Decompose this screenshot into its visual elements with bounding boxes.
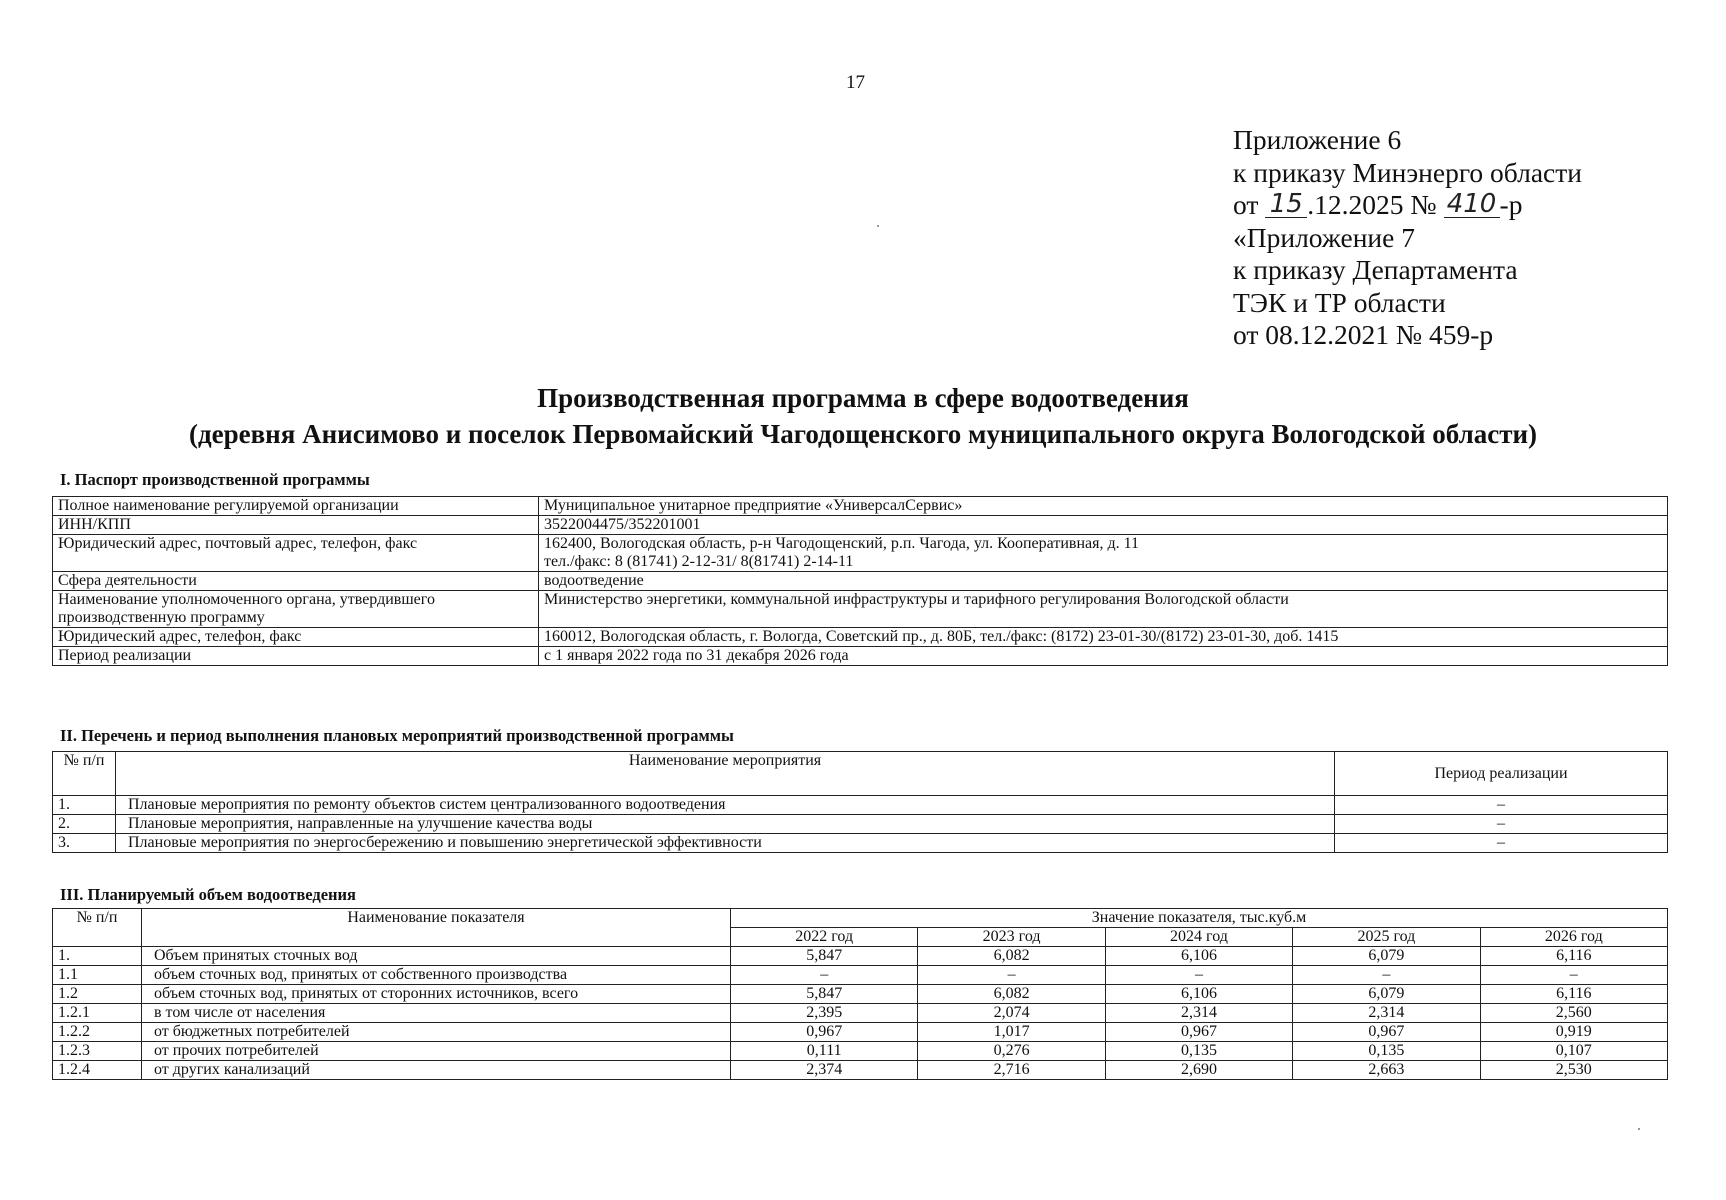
volume-num: 1.2.3 (53, 1042, 142, 1061)
volume-value: – (918, 966, 1105, 985)
volume-indicator: объем сточных вод, принятых от собственного производства (142, 966, 731, 985)
passport-value: водоотведение (544, 572, 644, 589)
passport-row (53, 591, 1668, 628)
scan-speck (1638, 1128, 1640, 1130)
scan-speck (877, 225, 879, 227)
appendix-date-middle: .12.2025 № (1307, 189, 1437, 220)
handwritten-order-number: 410 (1444, 191, 1500, 218)
column-header-values: Значение показателя, тыс.куб.м (731, 909, 1668, 928)
volume-value: 0,967 (1105, 1023, 1292, 1042)
volume-value: 2,314 (1293, 1004, 1480, 1023)
volume-value: 5,847 (731, 985, 918, 1004)
appendix-line: от 08.12.2021 № 459-р (1233, 319, 1494, 350)
volume-value: 0,135 (1105, 1042, 1292, 1061)
passport-label: Сфера деятельности (53, 572, 539, 591)
volume-indicator: в том числе от населения (142, 1004, 731, 1023)
volume-value: 2,716 (918, 1061, 1105, 1080)
passport-value-cell (539, 516, 1668, 535)
passport-value: 160012, Вологодская область, г. Вологда, Советский пр., д. 80Б, тел./факс: (8172) 23-01-30/(8172) 23-01-30, доб. 1415 (544, 628, 1339, 645)
measures-table (52, 751, 1668, 853)
volume-row (53, 1042, 1668, 1061)
passport-label: ИНН/КПП (53, 516, 539, 535)
passport-value-cell (539, 591, 1668, 628)
appendix-suffix: -р (1499, 189, 1523, 220)
passport-value: Муниципальное унитарное предприятие «УниверсалСервис» (544, 497, 963, 514)
volume-value: 0,919 (1480, 1023, 1667, 1042)
passport-value-cell (539, 535, 1668, 572)
passport-label: Наименование уполномоченного органа, утвердившего производственную программу (53, 591, 539, 628)
passport-row (53, 497, 1668, 516)
volume-value: 2,560 (1480, 1004, 1667, 1023)
volume-value: 0,276 (918, 1042, 1105, 1061)
measure-num: 1. (53, 796, 116, 815)
measure-name: Плановые мероприятия по энергосбережению и повышению энергетической эффективности (116, 834, 1335, 853)
section-heading-volume: III. Планируемый объем водоотведения (60, 885, 356, 904)
passport-label: Юридический адрес, почтовый адрес, телефон, факс (53, 535, 539, 572)
year-header: 2025 год (1293, 928, 1480, 947)
volume-value: 6,082 (918, 985, 1105, 1004)
volume-value: 6,116 (1480, 985, 1667, 1004)
measure-row (53, 834, 1668, 853)
passport-row (53, 535, 1668, 572)
measure-num: 2. (53, 815, 116, 834)
volume-value: 2,530 (1480, 1061, 1667, 1080)
volume-row (53, 947, 1668, 966)
appendix-line: ТЭК и ТР области (1233, 286, 1446, 318)
passport-label: Юридический адрес, телефон, факс (53, 628, 539, 647)
volume-table (52, 908, 1668, 1080)
column-header-period: Период реализации (1335, 752, 1668, 796)
volume-value: 2,314 (1105, 1004, 1292, 1023)
column-header-num: № п/п (53, 752, 116, 796)
volume-value: 0,135 (1293, 1042, 1480, 1061)
appendix-line: к приказу Департамента (1233, 254, 1518, 285)
appendix-block (1233, 124, 1673, 352)
volume-value: 6,106 (1105, 985, 1292, 1004)
volume-num: 1.2.4 (53, 1061, 142, 1080)
passport-label: Полное наименование регулируемой организации (53, 497, 539, 516)
passport-table (52, 496, 1668, 666)
volume-num: 1.2.1 (53, 1004, 142, 1023)
appendix-line: к приказу Минэнерго области (1233, 156, 1582, 188)
volume-row (53, 1061, 1668, 1080)
measure-period: – (1335, 815, 1668, 834)
page-number: 17 (846, 72, 865, 93)
passport-row (53, 572, 1668, 591)
volume-indicator: от других канализаций (142, 1061, 731, 1080)
measure-name: Плановые мероприятия по ремонту объектов систем централизованного водоотведения (116, 796, 1335, 815)
year-header: 2023 год (918, 928, 1105, 947)
passport-row (53, 628, 1668, 647)
year-header: 2026 год (1480, 928, 1667, 947)
column-header-name: Наименование мероприятия (116, 752, 1335, 796)
volume-value: 2,690 (1105, 1061, 1292, 1080)
volume-row (53, 985, 1668, 1004)
passport-value: Министерство энергетики, коммунальной инфраструктуры и тарифного регулирования Вологодской области (544, 591, 1289, 608)
appendix-line: «Приложение 7 (1233, 221, 1415, 253)
volume-value: – (1105, 966, 1292, 985)
volume-num: 1.2.2 (53, 1023, 142, 1042)
handwritten-day: 15 (1265, 191, 1307, 218)
volume-row (53, 966, 1668, 985)
passport-value: 162400, Вологодская область, р-н Чагодощенский, р.п. Чагода, ул. Кооперативная, д. 11 (544, 535, 1140, 552)
column-header-indicator: Наименование показателя (142, 909, 731, 947)
measure-name: Плановые мероприятия, направленные на улучшение качества воды (116, 815, 1335, 834)
volume-value: 6,079 (1293, 985, 1480, 1004)
title-line: Производственная программа в сфере водоотведения (537, 383, 1189, 413)
volume-indicator: объем сточных вод, принятых от сторонних источников, всего (142, 985, 731, 1004)
passport-value-cell (539, 572, 1668, 591)
volume-value: 5,847 (731, 947, 918, 966)
passport-value-cell (539, 628, 1668, 647)
appendix-from-label: от (1233, 189, 1259, 220)
passport-row (53, 516, 1668, 535)
appendix-date-line (1233, 189, 1673, 222)
measure-period: – (1335, 796, 1668, 815)
volume-value: 1,017 (918, 1023, 1105, 1042)
document-title (0, 380, 1726, 452)
measure-period: – (1335, 834, 1668, 853)
appendix-line: Приложение 6 (1233, 124, 1402, 155)
passport-label: Период реализации (53, 647, 539, 666)
passport-value-cell (539, 647, 1668, 666)
volume-value: – (1480, 966, 1667, 985)
passport-value: 3522004475/352201001 (544, 516, 701, 533)
volume-row (53, 1023, 1668, 1042)
passport-value: с 1 января 2022 года по 31 декабря 2026 года (544, 647, 849, 664)
year-header: 2024 год (1105, 928, 1292, 947)
section-heading-measures: II. Перечень и период выполнения плановых мероприятий производственной программы (60, 726, 734, 745)
volume-row (53, 1004, 1668, 1023)
column-header-num: № п/п (53, 909, 142, 947)
volume-indicator: от бюджетных потребителей (142, 1023, 731, 1042)
volume-value: 6,116 (1480, 947, 1667, 966)
volume-value: 2,395 (731, 1004, 918, 1023)
title-line: (деревня Анисимово и поселок Первомайский Чагодощенского муниципального округа Вологодской области) (188, 419, 1538, 449)
volume-indicator: от прочих потребителей (142, 1042, 731, 1061)
volume-value: 2,074 (918, 1004, 1105, 1023)
year-header: 2022 год (731, 928, 918, 947)
volume-value: 2,663 (1293, 1061, 1480, 1080)
volume-value: 6,079 (1293, 947, 1480, 966)
passport-value-cell (539, 497, 1668, 516)
passport-value-line2: тел./факс: 8 (81741) 2-12-31/ 8(81741) 2-14-11 (544, 553, 854, 570)
measure-row (53, 815, 1668, 834)
measure-num: 3. (53, 834, 116, 853)
volume-value: 6,106 (1105, 947, 1292, 966)
volume-indicator: Объем принятых сточных вод (142, 947, 731, 966)
passport-row (53, 647, 1668, 666)
volume-value: 2,374 (731, 1061, 918, 1080)
volume-num: 1.2 (53, 985, 142, 1004)
volume-value: 6,082 (918, 947, 1105, 966)
volume-value: 0,967 (731, 1023, 918, 1042)
volume-value: – (1293, 966, 1480, 985)
volume-value: – (731, 966, 918, 985)
volume-value: 0,967 (1293, 1023, 1480, 1042)
volume-value: 0,111 (731, 1042, 918, 1061)
volume-value: 0,107 (1480, 1042, 1667, 1061)
volume-num: 1. (53, 947, 142, 966)
volume-num: 1.1 (53, 966, 142, 985)
measure-row (53, 796, 1668, 815)
section-heading-passport: I. Паспорт производственной программы (60, 470, 370, 489)
